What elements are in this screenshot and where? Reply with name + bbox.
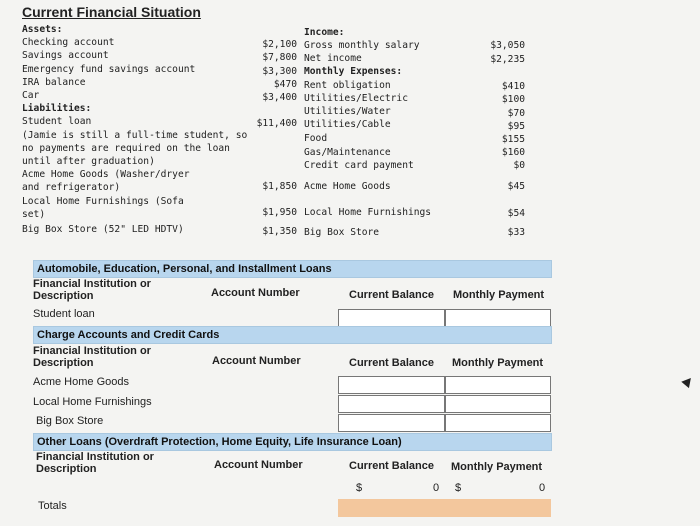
row-big-box-store: Big Box Store	[36, 415, 104, 427]
asset-ira-value: $470	[273, 79, 297, 90]
col-institution-1: Financial Institution or	[36, 451, 154, 463]
row-acme-home-goods: Acme Home Goods	[33, 376, 129, 388]
expense-cable-value: $95	[507, 121, 525, 132]
liability-acme-label-line-2: and refrigerator)	[22, 182, 121, 193]
expense-local-value: $54	[507, 208, 525, 219]
liability-acme-label-line-1: Acme Home Goods (Washer/dryer	[22, 169, 190, 180]
other-balance-value: 0	[433, 482, 440, 494]
income-net-label: Net income	[304, 53, 362, 64]
asset-ira-label: IRA balance	[22, 77, 86, 88]
liability-acme-value: $1,850	[262, 181, 297, 192]
col-current-balance: Current Balance	[349, 289, 434, 301]
asset-car-value: $3,400	[262, 92, 297, 103]
expense-bigbox-value: $33	[507, 227, 525, 238]
asset-car-label: Car	[22, 90, 40, 101]
total-payment-field	[445, 499, 551, 517]
payment-currency-symbol: $	[455, 482, 462, 494]
page-title: Current Financial Situation	[22, 4, 201, 20]
expense-acme-label: Acme Home Goods	[304, 181, 391, 192]
liability-student-loan-value: $11,400	[256, 118, 297, 129]
liabilities-heading: Liabilities:	[22, 103, 92, 114]
row-local-home-furnishings: Local Home Furnishings	[33, 396, 152, 408]
col-institution-2: Description	[33, 357, 94, 369]
col-institution-2: Description	[33, 290, 94, 302]
expense-electric-label: Utilities/Electric	[304, 93, 408, 104]
expense-credit-card-label: Credit card payment	[304, 160, 414, 171]
liability-student-loan-label: Student loan	[22, 116, 92, 127]
expense-gas-value: $160	[501, 147, 525, 158]
expenses-heading: Monthly Expenses:	[304, 66, 403, 77]
liability-bigbox-value: $1,350	[262, 226, 297, 237]
liability-local-label-line-2: set)	[22, 209, 46, 220]
income-gross-value: $3,050	[490, 40, 525, 51]
balance-currency-symbol: $	[356, 482, 363, 494]
col-monthly-payment: Monthly Payment	[453, 289, 545, 301]
local-balance-input[interactable]	[338, 395, 445, 413]
student-loan-balance-input[interactable]	[338, 309, 445, 327]
expense-rent-value: $410	[501, 81, 525, 92]
student-loan-note-line-3: until after graduation)	[22, 156, 155, 167]
col-account-number: Account Number	[211, 287, 300, 299]
income-net-value: $2,235	[490, 54, 525, 65]
other-payment-value: 0	[539, 482, 546, 494]
income-gross-label: Gross monthly salary	[304, 40, 420, 51]
student-loan-note-line-2: no payments are required on the loan	[22, 143, 230, 154]
section-header-other-loans: Other Loans (Overdraft Protection, Home Equity, Life Insurance Loan)	[33, 433, 552, 451]
local-payment-input[interactable]	[445, 395, 551, 413]
liability-local-value: $1,950	[262, 207, 297, 218]
liability-bigbox-label: Big Box Store (52" LED HDTV)	[22, 224, 184, 235]
mouse-pointer-icon	[681, 375, 694, 388]
asset-checking-value: $2,100	[262, 39, 297, 50]
expense-credit-card-value: $0	[513, 160, 525, 171]
bigbox-balance-input[interactable]	[338, 414, 445, 432]
asset-savings-label: Savings account	[22, 50, 109, 61]
col-account-number: Account Number	[214, 459, 303, 471]
row-student-loan: Student loan	[33, 308, 95, 320]
expense-food-label: Food	[304, 133, 328, 144]
expense-water-value: $70	[507, 108, 525, 119]
debt-form	[33, 260, 553, 525]
asset-emergency-value: $3,300	[262, 66, 297, 77]
col-current-balance: Current Balance	[349, 460, 434, 472]
asset-checking-label: Checking account	[22, 37, 115, 48]
col-monthly-payment: Monthly Payment	[451, 461, 543, 473]
assets-heading: Assets:	[22, 24, 63, 35]
expense-bigbox-label: Big Box Store	[304, 227, 380, 238]
col-current-balance: Current Balance	[349, 357, 434, 369]
col-institution-2: Description	[36, 463, 97, 475]
expense-acme-value: $45	[507, 181, 525, 192]
acme-payment-input[interactable]	[445, 376, 551, 394]
col-monthly-payment: Monthly Payment	[452, 357, 544, 369]
asset-emergency-label: Emergency fund savings account	[22, 64, 196, 75]
student-loan-payment-input[interactable]	[445, 309, 551, 327]
expense-local-label: Local Home Furnishings	[304, 207, 432, 218]
expense-water-label: Utilities/Water	[304, 106, 391, 117]
expense-food-value: $155	[501, 134, 525, 145]
income-heading: Income:	[304, 27, 345, 38]
total-balance-field	[338, 499, 445, 517]
section-header-charge-accounts: Charge Accounts and Credit Cards	[33, 326, 552, 344]
bigbox-payment-input[interactable]	[445, 414, 551, 432]
col-account-number: Account Number	[212, 355, 301, 367]
col-institution-1: Financial Institution or	[33, 278, 151, 290]
expense-cable-label: Utilities/Cable	[304, 119, 391, 130]
liability-local-label-line-1: Local Home Furnishings (Sofa	[22, 196, 184, 207]
acme-balance-input[interactable]	[338, 376, 445, 394]
asset-savings-value: $7,800	[262, 52, 297, 63]
student-loan-note-line-1: (Jamie is still a full-time student, so	[22, 130, 248, 141]
expense-rent-label: Rent obligation	[304, 80, 391, 91]
totals-label: Totals	[38, 500, 67, 512]
col-institution-1: Financial Institution or	[33, 345, 151, 357]
expense-electric-value: $100	[501, 94, 525, 105]
section-header-installment-loans: Automobile, Education, Personal, and Installment Loans	[33, 260, 552, 278]
expense-gas-label: Gas/Maintenance	[304, 147, 391, 158]
